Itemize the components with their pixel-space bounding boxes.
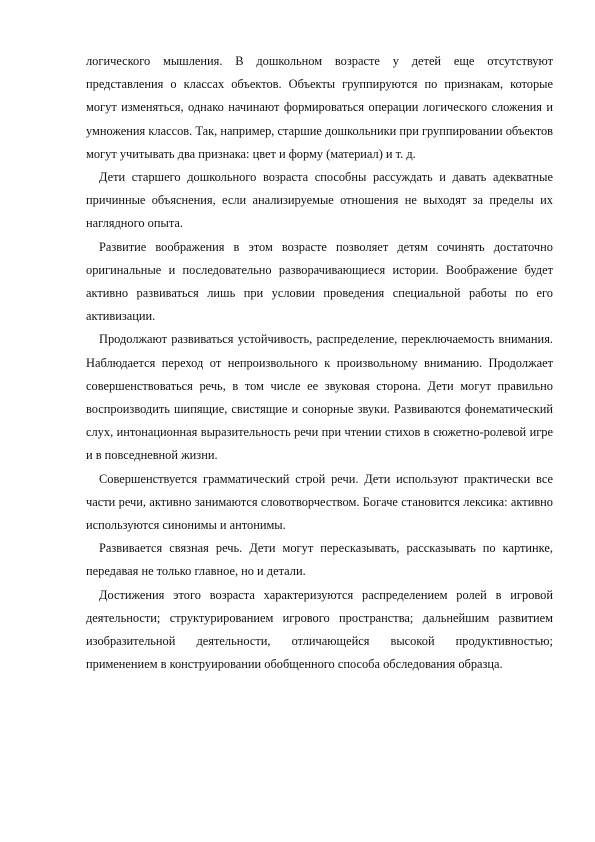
paragraph-reasoning: Дети старшего дошкольного возраста способны рассуждать и давать адекватные причинные объяснения, если анализируемые отношения не выходят за пределы их наглядного опыта.: [86, 170, 553, 231]
paragraph-logical-thinking: логического мышления. В дошкольном возрасте у детей еще отсутствуют представления о классах объектов. Объекты группируются по признакам, которые могут изменяться, однако начинают формироваться операции логического сложения и умножения классов. Так, например, старшие дошкольники при группировании объектов могут учитывать два признака: цвет и форму (материал) и т. д.: [86, 54, 553, 161]
paragraph-imagination: Развитие воображения в этом возрасте позволяет детям сочинять достаточно оригинальные и последовательно разворачивающиеся истории. Воображение будет активно развиваться лишь при условии проведения специальной работы по его активизации.: [86, 239, 553, 324]
paragraph-achievements: Достижения этого возраста характеризуются распределением ролей в игровой деятельности; структурированием игрового пространства; дальнейшим развитием изобразительной деятельности, отличающейся высокой продуктивностью; применением в конструировании обобщенного способа обследования образца.: [86, 587, 553, 672]
paragraph-grammar: Совершенствуется грамматический строй речи. Дети используют практически все части речи, активно занимаются словотворчеством. Богаче становится лексика: активно используются синонимы и антонимы.: [86, 471, 553, 533]
document-page: [86, 50, 553, 676]
paragraph-attention-speech: Продолжают развиваться устойчивость, распределение, переключаемость внимания. Наблюдается переход от непроизвольного к произвольному вниманию. Продолжает совершенствоваться речь, в том числе ее звуковая сторона. Дети могут правильно воспроизводить шипящие, свистящие и сонорные звуки. Развиваются фонематический слух, интонационная выразительность речи при чтении стихов в сюжетно-ролевой игре и в повседневной жизни.: [86, 332, 553, 463]
paragraph-coherent-speech: Развивается связная речь. Дети могут пересказывать, рассказывать по картинке, передавая не только главное, но и детали.: [86, 541, 553, 579]
